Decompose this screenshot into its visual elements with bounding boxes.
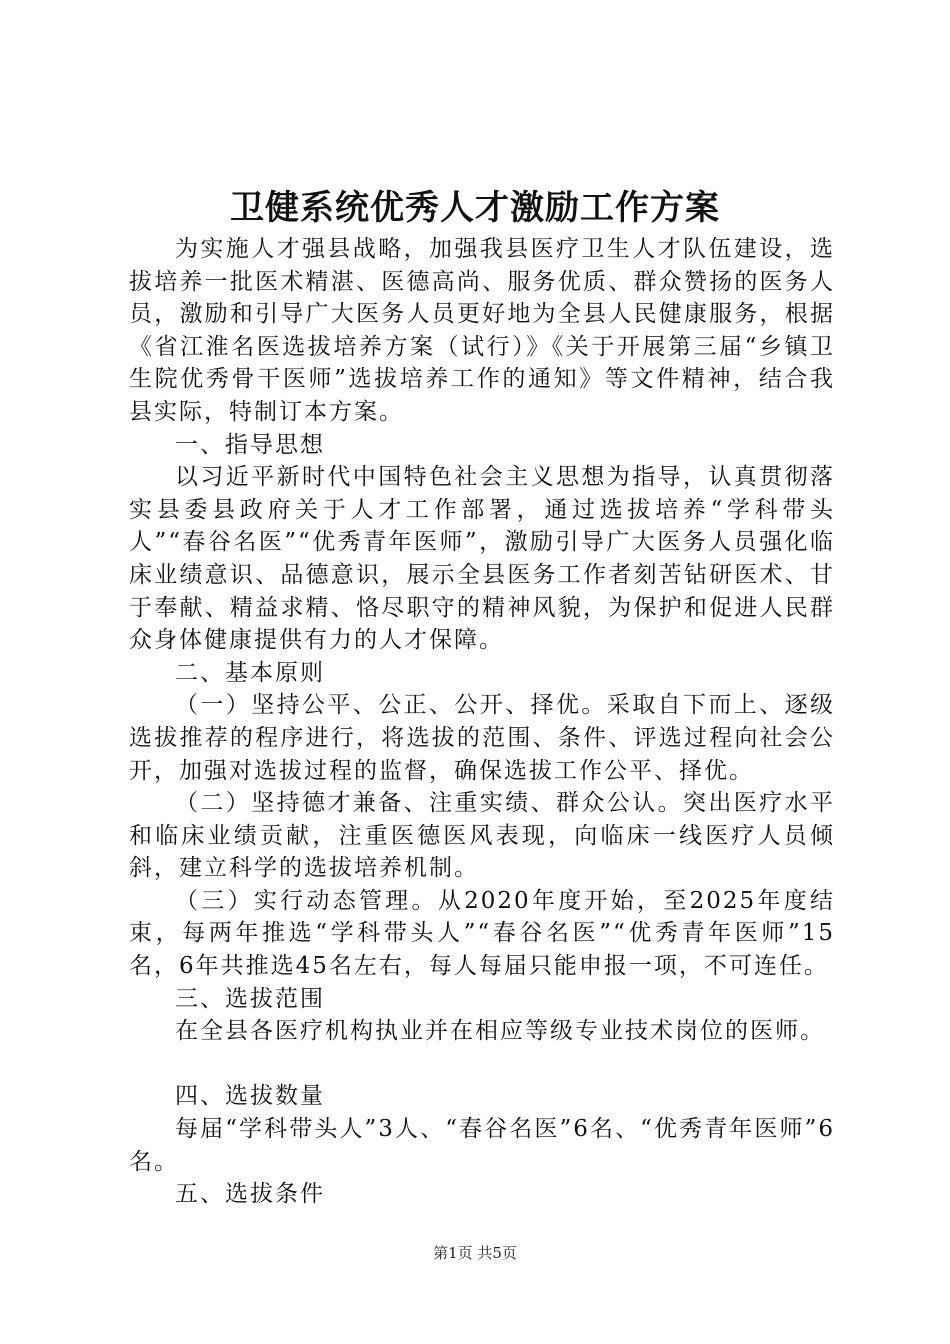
section-heading-selection-conditions: 五、选拔条件	[175, 1181, 325, 1208]
selection-scope-paragraph: 在全县各医疗机构执业并在相应等级专业技术岗位的医师。	[175, 1018, 825, 1045]
document-body	[129, 233, 835, 1211]
principle-3-paragraph: （三）实行动态管理。从2020年度开始，至2025年度结束，每两年推选“学科带头人”“春谷名医”“优秀青年医师”15名，6年共推选45名左右，每人每届只能申报一项，不可连任。	[129, 887, 835, 980]
section-heading-basic-principles: 二、基本原则	[175, 659, 325, 686]
principle-1-paragraph: （一）坚持公平、公正、公开、择优。采取自下而上、逐级选拔推荐的程序进行，将选拔的范围、条件、评选过程向社会公开，加强对选拔过程的监督，确保选拔工作公平、择优。	[129, 692, 835, 784]
section-heading-guiding-ideology: 一、指导思想	[175, 431, 325, 458]
section-heading-selection-quantity: 四、选拔数量	[175, 1083, 325, 1110]
intro-paragraph: 为实施人才强县战略，加强我县医疗卫生人才队伍建设，选拔培养一批医术精湛、医德高尚、服务优质、群众赞扬的医务人员，激励和引导广大医务人员更好地为全县人民健康服务，根据《省江淮名医选拔培养方案（试行）》《关于开展第三届“乡镇卫生院优秀骨干医师”选拔培养工作的通知》等文件精神，结合我县实际，特制订本方案。	[129, 236, 835, 425]
document-title: 卫健系统优秀人才激励工作方案	[230, 188, 720, 228]
guiding-ideology-paragraph: 以习近平新时代中国特色社会主义思想为指导，认真贯彻落实县委县政府关于人才工作部署，通过选拔培养“学科带头人”“春谷名医”“优秀青年医师”，激励引导广大医务人员强化临床业绩意识、品德意识，展示全县医务工作者刻苦钻研医术、甘于奉献、精益求精、恪尽职守的精神风貌，为保护和促进人民群众身体健康提供有力的人才保障。	[129, 464, 835, 654]
page-footer: 第1页 共5页	[433, 1244, 517, 1262]
selection-quantity-paragraph: 每届“学科带头人”3人、“春谷名医”6名、“优秀青年医师”6名。	[129, 1116, 835, 1175]
blank-line	[129, 1048, 835, 1081]
section-heading-selection-scope: 三、选拔范围	[175, 985, 325, 1012]
principle-2-paragraph: （二）坚持德才兼备、注重实绩、群众公认。突出医疗水平和临床业绩贡献，注重医德医风表现，向临床一线医疗人员倾斜，建立科学的选拔培养机制。	[129, 790, 835, 882]
